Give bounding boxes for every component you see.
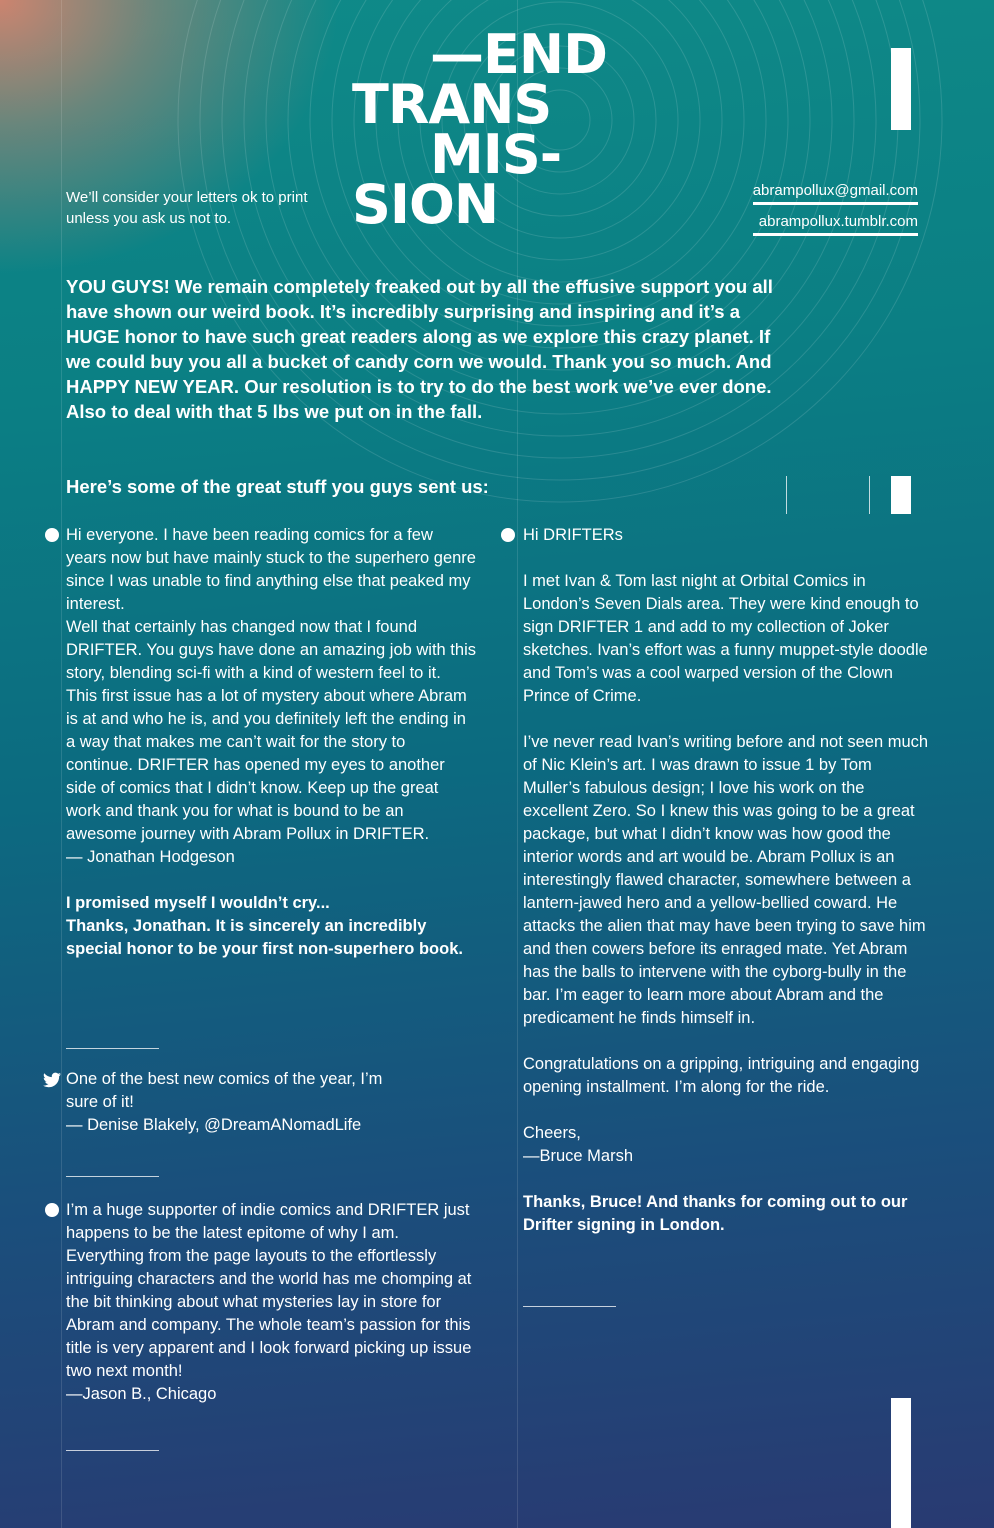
bullet-dot-icon xyxy=(501,528,515,542)
letter-paragraph: I’m a huge supporter of indie comics and DRIFTER just happens to be the latest epitome of why I am. Everything from the page layouts to the effortlessly intriguing characters and the world has me chomping at the bit thinking about what mysteries lay in store for Abram and company. The whole team’s passion for this title is very apparent and I look forward picking up issue two next month! xyxy=(66,1201,472,1380)
title-line-4: SION xyxy=(352,173,499,236)
letter-separator xyxy=(66,1450,159,1451)
letter-signature: — Denise Blakely, @DreamANomadLife xyxy=(66,1116,362,1134)
letter-paragraph: I’ve never read Ivan’s writing before and not seen much of Nic Klein’s art. I was drawn to issue 1 by Tom Muller’s fabulous design; I love his work on the excellent Zero. So I knew this was going to be a great package, but what I didn’t know was how good the interior words and art would be. Abram Pollux is an interestingly flawed character, somewhere between a lantern-jawed hero and a yellow-bellied coward. He attacks the alien that may have been trying to save him and then cowers before its enraged mate. Yet Abram has the balls to intervene with the cyborg-bully in the bar. I’m eager to learn more about Abram and the predicament he finds himself in. xyxy=(523,733,929,1027)
page-title xyxy=(352,23,607,236)
letter-separator xyxy=(66,1048,159,1049)
bullet-dot-icon xyxy=(45,528,59,542)
title-line-2: TRANS xyxy=(352,73,552,136)
letter-bruce xyxy=(523,524,933,1237)
bullet-dot-icon xyxy=(45,1203,59,1217)
letters-heading: Here’s some of the great stuff you guys sent us: xyxy=(66,476,489,497)
letter-paragraph: I met Ivan & Tom last night at Orbital Comics in London’s Seven Dials area. They were kind enough to sign DRIFTER 1 and add to my collection of Joker sketches. Ivan’s effort was a funny muppet-style doodle and Tom’s was a cool warped version of the Clown Prince of Crime. xyxy=(523,572,928,705)
decorative-bar-bottom xyxy=(891,1398,911,1528)
letter-denise xyxy=(66,1068,406,1137)
title-line-1: —END xyxy=(430,23,607,86)
letter-separator xyxy=(66,1176,159,1177)
email-address[interactable]: abrampollux@gmail.com xyxy=(753,180,918,205)
print-consent-note xyxy=(66,187,308,229)
letter-greeting: Hi DRIFTERs xyxy=(523,526,623,544)
intro-paragraph: YOU GUYS! We remain completely freaked out by all the effusive support you all have shown our weird book. It’s incredibly surprising and inspiring and it’s a HUGE honor to have such great readers along as we explore this crazy planet. If we could buy you all a bucket of candy corn we would. Thank you so much. And HAPPY NEW YEAR. Our resolution is to try to do the best work we’ve ever done. Also to deal with that 5 lbs we put on in the fall. xyxy=(66,276,773,422)
editor-reply: Thanks, Jonathan. It is sincerely an incredibly special honor to be your first non-superhero book. xyxy=(66,917,463,958)
consent-line-2: unless you ask us not to. xyxy=(66,210,232,227)
tweet-text: One of the best new comics of the year, I’m sure of it! xyxy=(66,1070,383,1111)
contact-info xyxy=(753,180,918,242)
letter-signature: — Jonathan Hodgeson xyxy=(66,848,235,866)
letter-jonathan xyxy=(66,524,476,961)
website-address[interactable]: abrampollux.tumblr.com xyxy=(753,211,918,236)
letter-signature: —Bruce Marsh xyxy=(523,1147,634,1165)
letter-paragraph: Well that certainly has changed now that I found DRIFTER. You guys have done an amazing job with this story, blending sci-fi with a kind of western feel to it. This first issue has a lot of mystery about where Abram is at and who he is, and you definitely left the ending in a way that makes me can’t wait for the story to continue. DRIFTER has opened my eyes to another side of comics that I didn’t know. Keep up the great work and thank you for what is bound to be an awesome journey with Abram Pollux in DRIFTER. xyxy=(66,618,476,843)
left-column xyxy=(66,524,476,1403)
letter-closing: Cheers, xyxy=(523,1124,581,1142)
letter-separator xyxy=(523,1306,616,1307)
right-column xyxy=(523,524,933,1237)
editor-reply: Thanks, Bruce! And thanks for coming out to our Drifter signing in London. xyxy=(523,1193,908,1234)
decorative-tick-1 xyxy=(786,476,787,514)
letter-paragraph: Hi everyone. I have been reading comics for a few years now but have mainly stuck to the superhero genre since I was unable to find anything else that peaked my interest. xyxy=(66,526,476,613)
editor-reply: I promised myself I wouldn’t cry... xyxy=(66,894,330,912)
letter-jason xyxy=(66,1199,476,1406)
decorative-bar-middle xyxy=(891,476,911,514)
twitter-bird-icon xyxy=(43,1072,61,1088)
left-column-guide xyxy=(61,0,62,1528)
decorative-tick-2 xyxy=(869,476,870,514)
decorative-bar-top xyxy=(891,48,911,130)
title-line-3: MIS- xyxy=(430,123,562,186)
letter-signature: —Jason B., Chicago xyxy=(66,1385,217,1403)
consent-line-1: We’ll consider your letters ok to print xyxy=(66,189,308,206)
letter-paragraph: Congratulations on a gripping, intriguing and engaging opening installment. I’m along for the ride. xyxy=(523,1055,920,1096)
